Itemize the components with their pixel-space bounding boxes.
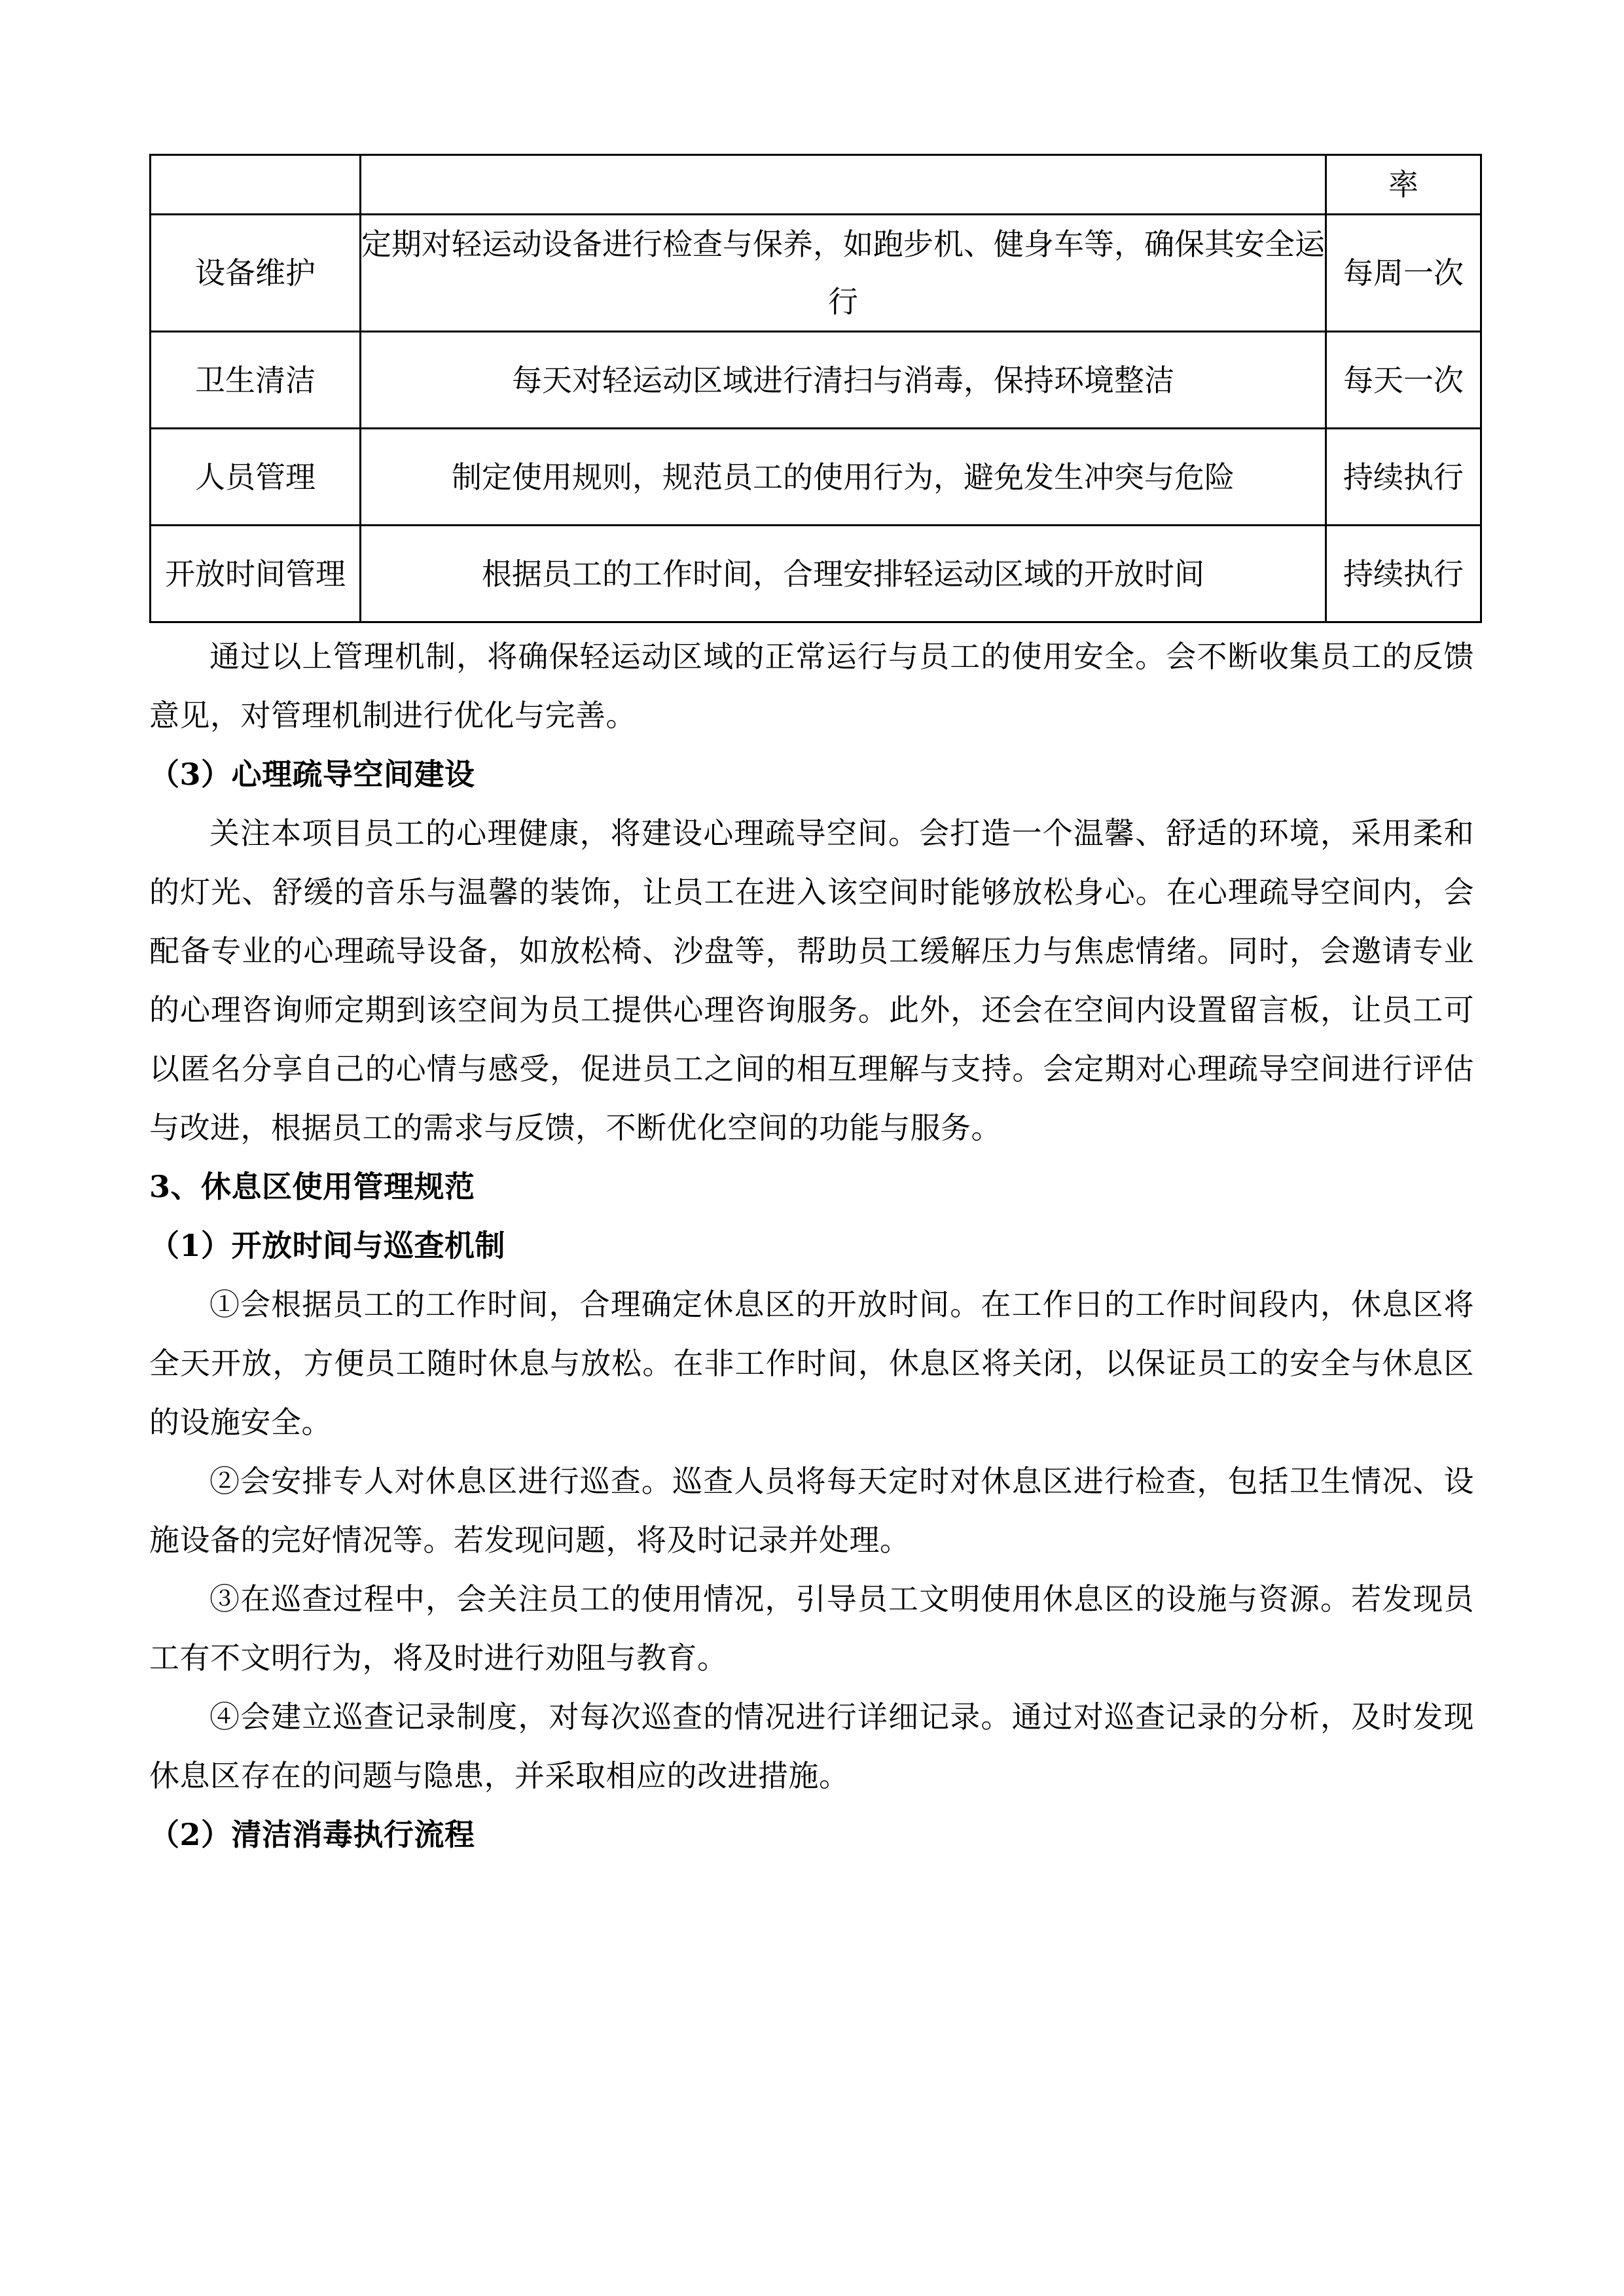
table-cell-description xyxy=(361,155,1326,215)
light-exercise-management-table xyxy=(149,154,1482,623)
table-cell-frequency xyxy=(1326,155,1481,215)
table-cell-frequency-text: 持续执行 xyxy=(1343,459,1464,495)
table-cell-description-text: 根据员工的工作时间，合理安排轻运动区域的开放时间 xyxy=(482,556,1204,592)
table-cell-description xyxy=(361,429,1326,526)
list-item-4: ④会建立巡查记录制度，对每次巡查的情况进行详细记录。通过对巡查记录的分析，及时发现休息区存在的问题与隐患，并采取相应的改进措施。 xyxy=(149,1699,1474,1793)
table-cell-label-text: 人员管理 xyxy=(195,459,316,495)
table-cell-frequency-text: 率 xyxy=(1388,167,1418,202)
table-cell-label xyxy=(151,332,361,429)
table-cell-description xyxy=(361,215,1326,332)
table-cell-frequency-text: 每天一次 xyxy=(1343,362,1464,398)
paragraph-after-table: 通过以上管理机制，将确保轻运动区域的正常运行与员工的使用安全。会不断收集员工的反馈意见，对管理机制进行优化与完善。 xyxy=(149,639,1474,733)
heading-cleaning-disinfection-process: （2）清洁消毒执行流程 xyxy=(149,1817,475,1852)
table-cell-description xyxy=(361,526,1326,622)
heading-rest-area-norms: 3、休息区使用管理规范 xyxy=(149,1169,475,1204)
table-cell-label xyxy=(151,526,361,622)
table-cell-frequency xyxy=(1326,429,1481,526)
table-cell-label-text: 开放时间管理 xyxy=(165,556,346,592)
table-row xyxy=(151,332,1481,429)
table-cell-description-text: 制定使用规则，规范员工的使用行为，避免发生冲突与危险 xyxy=(452,459,1235,495)
table-row-header-continuation xyxy=(151,155,1481,215)
table-cell-description xyxy=(361,332,1326,429)
table-cell-description-text: 定期对轻运动设备进行检查与保养，如跑步机、健身车等，确保其安全运行 xyxy=(361,226,1325,319)
heading-psych-space: （3）心理疏导空间建设 xyxy=(149,757,475,792)
table-cell-label xyxy=(151,215,361,332)
table-row xyxy=(151,429,1481,526)
table-cell-description-text: 每天对轻运动区域进行清扫与消毒，保持环境整洁 xyxy=(512,362,1174,398)
table-cell-label-text: 设备维护 xyxy=(195,255,316,291)
table-cell-label-text: 卫生清洁 xyxy=(195,362,316,398)
document-content-column xyxy=(149,154,1474,1864)
list-item-3: ③在巡查过程中，会关注员工的使用情况，引导员工文明使用休息区的设施与资源。若发现员工有不文明行为，将及时进行劝阻与教育。 xyxy=(149,1581,1474,1676)
table-row xyxy=(151,526,1481,622)
table-cell-frequency-text: 持续执行 xyxy=(1343,556,1464,592)
list-item-1: ①会根据员工的工作时间，合理确定休息区的开放时间。在工作日的工作时间段内，休息区将全天开放，方便员工随时休息与放松。在非工作时间，休息区将关闭，以保证员工的安全与休息区的设施安全。 xyxy=(149,1287,1474,1440)
table-row xyxy=(151,215,1481,332)
heading-opening-hours-patrol: （1）开放时间与巡查机制 xyxy=(149,1228,506,1263)
table-cell-frequency xyxy=(1326,332,1481,429)
table-cell-frequency xyxy=(1326,526,1481,622)
table-cell-frequency xyxy=(1326,215,1481,332)
paragraph-psych-space: 关注本项目员工的心理健康，将建设心理疏导空间。会打造一个温馨、舒适的环境，采用柔和的灯光、舒缓的音乐与温馨的装饰，让员工在进入该空间时能够放松身心。在心理疏导空间内，会配备专业的心理疏导设备，如放松椅、沙盘等，帮助员工缓解压力与焦虑情绪。同时，会邀请专业的心理咨询师定期到该空间为员工提供心理咨询服务。此外，还会在空间内设置留言板，让员工可以匿名分享自己的心情与感受，促进员工之间的相互理解与支持。会定期对心理疏导空间进行评估与改进，根据员工的需求与反馈，不断优化空间的功能与服务。 xyxy=(149,816,1474,1145)
table-cell-label xyxy=(151,429,361,526)
list-item-2: ②会安排专人对休息区进行巡查。巡查人员将每天定时对休息区进行检查，包括卫生情况、设施设备的完好情况等。若发现问题，将及时记录并处理。 xyxy=(149,1463,1474,1558)
table-cell-frequency-text: 每周一次 xyxy=(1343,255,1464,291)
table-cell-label xyxy=(151,155,361,215)
